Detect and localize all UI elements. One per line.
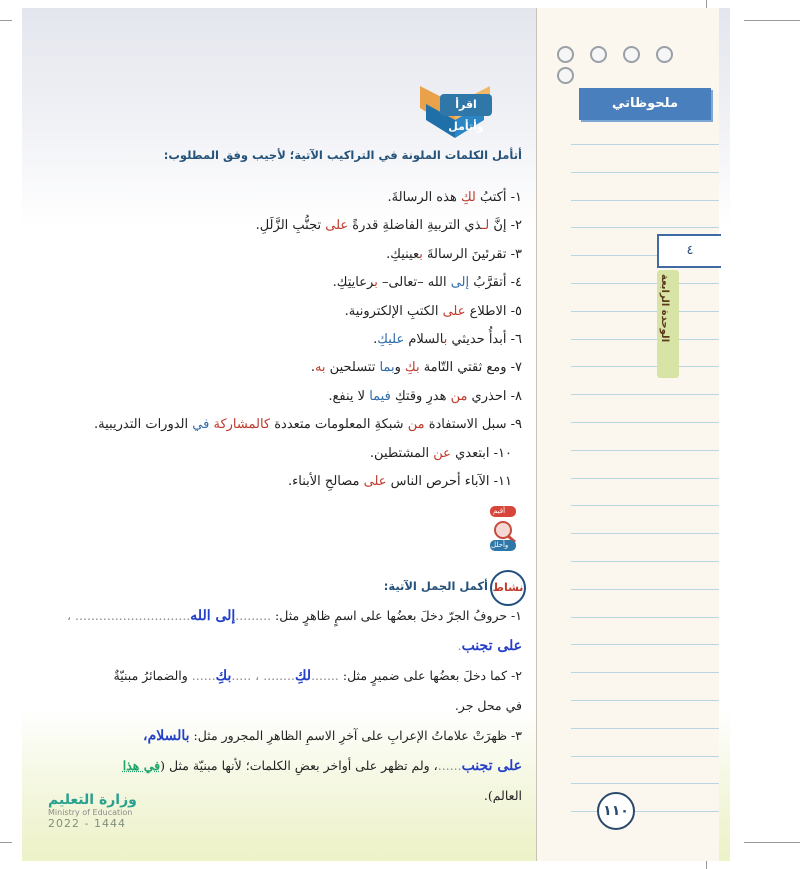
ruled-line bbox=[571, 700, 719, 701]
ruled-line bbox=[571, 339, 719, 340]
ruled-line bbox=[571, 422, 719, 423]
sentence-list bbox=[22, 184, 522, 496]
ruled-line bbox=[571, 450, 719, 451]
ring-icon bbox=[557, 67, 574, 84]
answer-green: في هذا bbox=[122, 758, 161, 773]
unit-vertical-tab: الوحدة الرابعة bbox=[657, 270, 679, 378]
ruled-line bbox=[571, 728, 719, 729]
answer: إلى الله bbox=[190, 608, 236, 624]
ring-icon bbox=[590, 46, 607, 63]
badge-bottom-label: وأحلل bbox=[491, 541, 509, 549]
answer: على تجنب bbox=[461, 758, 522, 774]
ruled-line bbox=[571, 227, 719, 228]
sentence: ٩- سبل الاستفادة من شبكةِ المعلومات متعددة كالمشاركة في الدورات التدريبية. bbox=[94, 417, 522, 433]
fill-sentence-1-cont: على تجنب. bbox=[457, 638, 522, 654]
ring-icon bbox=[623, 46, 640, 63]
sentence: ٣- تقرئينَ الرسالةَ بعينيكِ. bbox=[386, 246, 522, 262]
crop-mark bbox=[0, 20, 12, 21]
unit-number-box: ٤ bbox=[657, 234, 721, 268]
notes-tab: ملحوظاتي bbox=[579, 88, 711, 120]
ring-icon bbox=[557, 46, 574, 63]
answer: بكِ bbox=[215, 668, 232, 684]
crop-mark bbox=[0, 842, 12, 843]
sentence: ١- أكتبُ لكِ هذه الرسالةَ. bbox=[387, 190, 522, 205]
ruled-line bbox=[571, 283, 719, 284]
notes-column bbox=[536, 8, 719, 861]
answer: لكِ bbox=[294, 668, 312, 684]
ruled-line bbox=[571, 533, 719, 534]
activity-circle: نشاط bbox=[490, 570, 526, 606]
ruled-line bbox=[571, 505, 719, 506]
crop-mark bbox=[744, 20, 800, 21]
ruled-line bbox=[571, 783, 719, 784]
badge-label: اقرأ وأتأمل bbox=[440, 94, 492, 116]
read-reflect-badge bbox=[410, 68, 500, 134]
fill-sentence-2-cont: في محل جر. bbox=[454, 698, 522, 713]
ruled-line bbox=[571, 394, 719, 395]
fill-sentence-3-end: العالم). bbox=[483, 788, 522, 803]
logo-arabic: وزارة التعليم bbox=[48, 792, 137, 808]
sentence: ١١- الآباء أحرص الناس على مصالحِ الأبناء. bbox=[288, 473, 512, 489]
ruled-line bbox=[571, 811, 719, 812]
activity-title: أكمل الجمل الآتية: bbox=[383, 579, 488, 593]
sentence: ٥- الاطلاع على الكتبِ الإلكترونية. bbox=[344, 303, 522, 319]
answer: بالسلام، bbox=[143, 728, 190, 744]
activity-header bbox=[366, 568, 526, 606]
sentence: ٢- إنَّ لـذي التربيةِ الفاضلةِ قدرةً على تجنُّبِ الزَّلَلِ. bbox=[255, 218, 522, 234]
ruled-line bbox=[571, 617, 719, 618]
ruled-line bbox=[571, 172, 719, 173]
ruled-line bbox=[571, 311, 719, 312]
logo-english: Ministry of Education bbox=[48, 808, 133, 817]
ruled-line bbox=[571, 561, 719, 562]
main-content bbox=[22, 8, 534, 861]
sentence: ٨- احذري من هدرِ وقتكِ فيما لا ينفع. bbox=[328, 388, 522, 404]
ring-icon bbox=[656, 46, 673, 63]
fill-sentence-2: ٢- كما دخلَ بعضُها على ضميرٍ مثل: .......لكِ........ ، .....بكِ...... والضمائرُ مبنيّةٌ bbox=[113, 668, 522, 684]
sentence: ٧- ومع ثقتي التّامة بكِ وبما تتسلحين به. bbox=[310, 360, 522, 376]
fill-sentence-3: ٣- ظهرَتْ علاماتُ الإعرابِ على آخرِ الاسمِ الظاهرِ المجرور مثل: بالسلام، bbox=[143, 728, 522, 744]
ruled-line bbox=[571, 756, 719, 757]
sentence: ١٠- ابتعدي عن المشتطين. bbox=[369, 445, 512, 461]
evaluate-analyze-icon bbox=[484, 506, 524, 552]
binder-rings bbox=[557, 46, 717, 66]
badge-top-label: أقيم bbox=[493, 507, 506, 515]
ruled-line bbox=[571, 589, 719, 590]
instruction-text: أتأمل الكلمات الملونة في التراكيب الآتية؛ لأجيب وفق المطلوب: bbox=[163, 148, 522, 162]
ruled-line bbox=[571, 644, 719, 645]
fill-sentence-1: ١- حروفُ الجرّ دخلَ بعضُها على اسمٍ ظاهرٍ مثل: .........إلى الله............................. ، bbox=[67, 608, 522, 624]
sentence: ٦- أبدأُ حديثي بالسلام عليكِ. bbox=[373, 331, 522, 347]
ministry-logo bbox=[48, 792, 137, 830]
sentence: ٤- أتقرَّبُ إلى الله –تعالى– برعايتِكِ. bbox=[332, 275, 522, 291]
ruled-line bbox=[571, 200, 719, 201]
ruled-line bbox=[571, 478, 719, 479]
page-number: ١١٠ bbox=[597, 792, 635, 830]
crop-mark bbox=[744, 842, 800, 843]
logo-year: 2022 - 1444 bbox=[48, 817, 126, 830]
answer: على تجنب bbox=[461, 638, 522, 654]
ruled-line bbox=[571, 144, 719, 145]
ruled-line bbox=[571, 366, 719, 367]
ruled-line bbox=[571, 672, 719, 673]
fill-sentence-3-cont: على تجنب......، ولم تظهر على أواخر بعضِ الكلمات؛ لأنها مبنيّة مثل (في هذا bbox=[122, 758, 522, 774]
